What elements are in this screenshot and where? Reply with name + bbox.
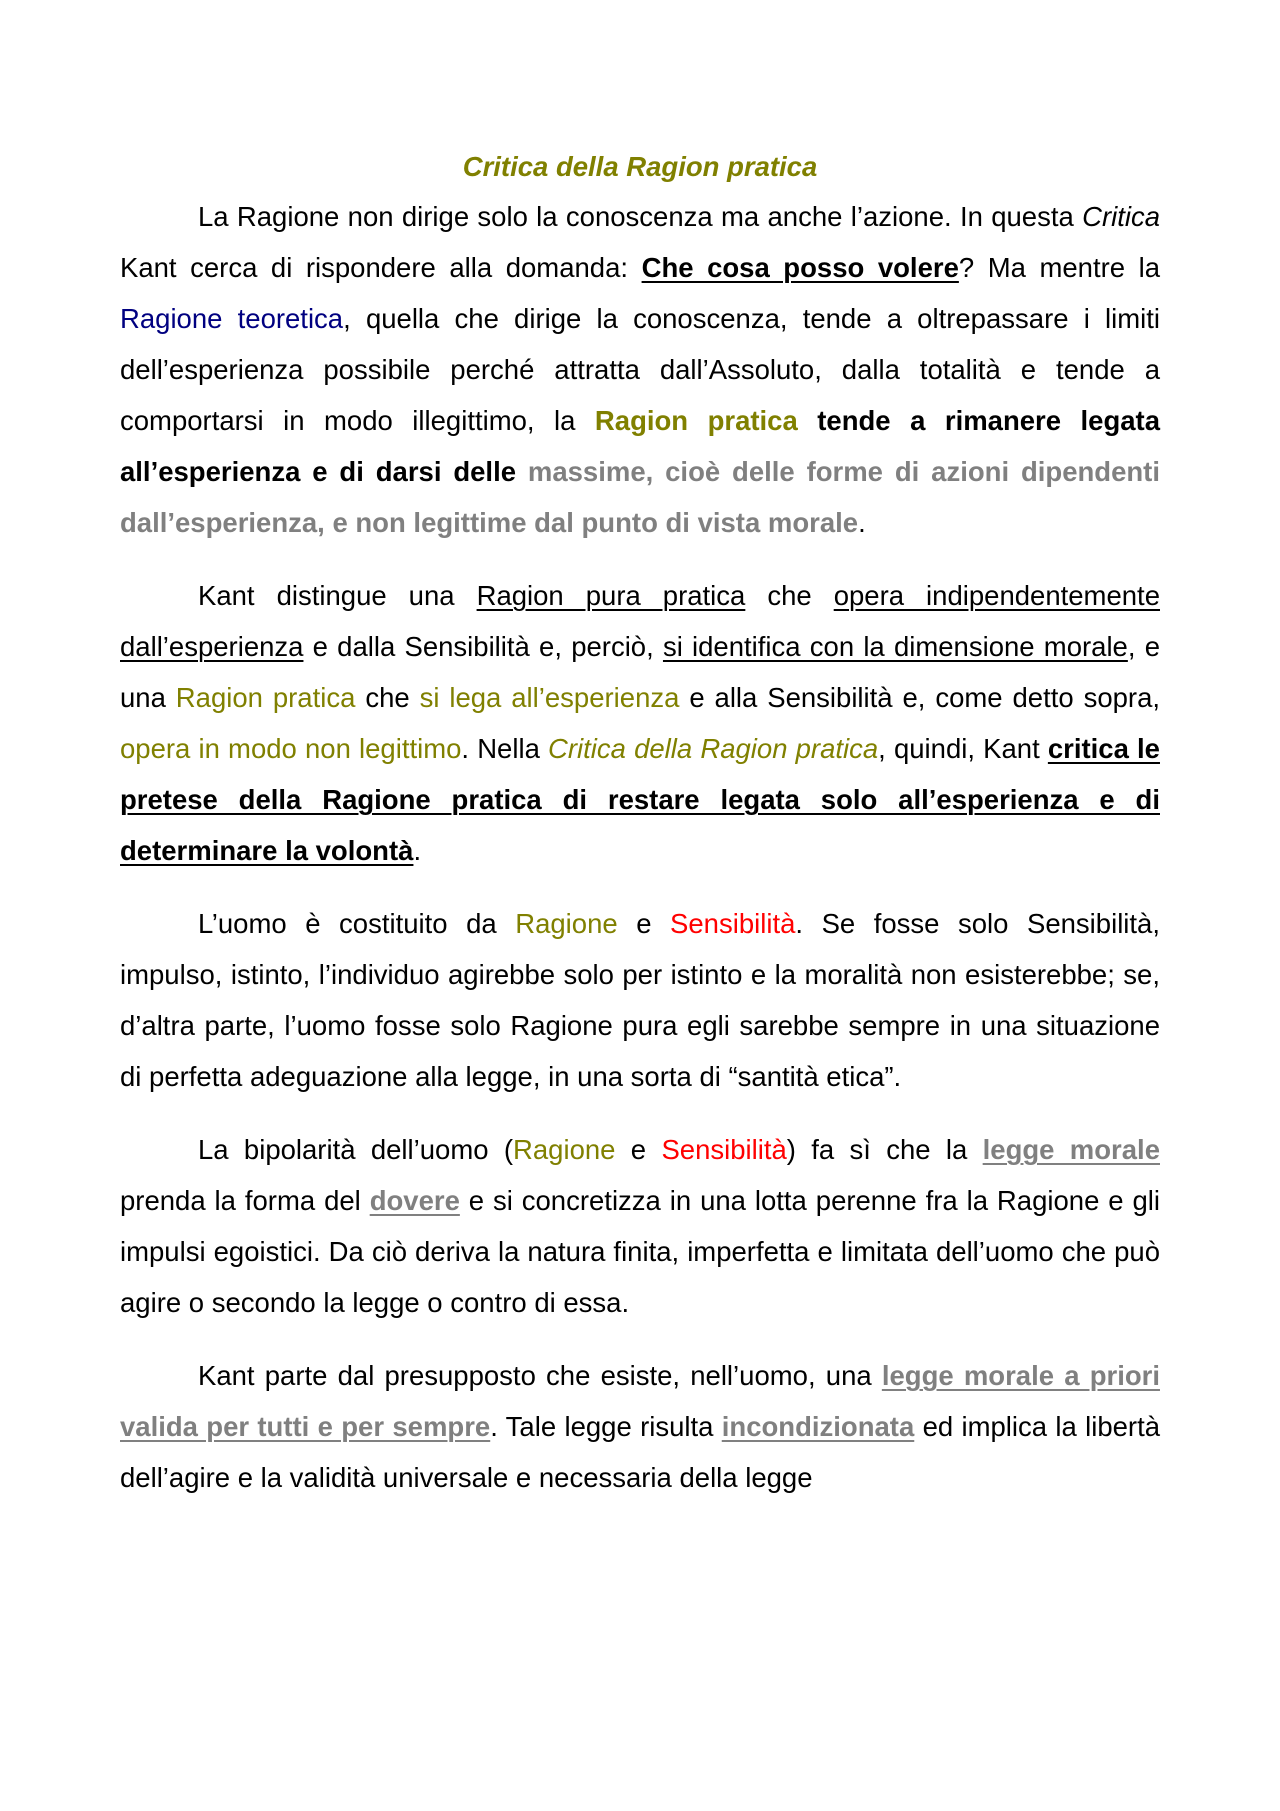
p4-ragione: Ragione xyxy=(513,1134,616,1165)
p2-critica-title-italic: Critica della Ragion pratica xyxy=(548,733,879,764)
p1-text: Kant cerca di rispondere alla domanda: xyxy=(120,252,642,283)
p2-text: , e una xyxy=(120,631,1161,713)
p3-text: e xyxy=(617,908,671,939)
p1-ragion-pratica: Ragion pratica xyxy=(594,405,798,436)
p5-incondizionata: incondizionata xyxy=(721,1411,915,1442)
p4-text: ) fa sì che la xyxy=(786,1134,983,1165)
p1-critica-italic: Critica xyxy=(1082,201,1160,232)
p3-sensibilita: Sensibilità xyxy=(670,908,796,939)
p1-text: . xyxy=(858,507,866,538)
p4-text: e xyxy=(615,1134,662,1165)
p2-olive-phrase: si lega all’esperienza xyxy=(419,682,680,713)
p2-underlined-phrase: opera indipendentemente dall’esperienza xyxy=(120,580,1160,662)
p2-text: che xyxy=(355,682,420,713)
p5-text: Kant parte dal presupposto che esiste, nell’uomo, una xyxy=(198,1360,882,1391)
p3-text: . Se fosse solo Sensibilità, impulso, istinto, l’individuo agirebbe solo per istinto e la moralità non esisterebbe; se, d’altra parte, l’uomo fosse solo Ragione pura egli sarebbe sempre in una situazione di perfetta adeguazione alla legge, in una sorta di “santità etica”. xyxy=(120,908,1160,1092)
p1-question-highlight: Che cosa posso volere xyxy=(641,252,959,283)
p1-massime-gray: massime, cioè delle forme di azioni dipendenti dall’esperienza, e non legittime dal punto di vista morale xyxy=(120,456,1160,538)
p2-text: . Nella xyxy=(461,733,549,764)
p4-text: La bipolarità dell’uomo ( xyxy=(198,1134,514,1165)
p2-text: Kant distingue una xyxy=(198,580,477,611)
document-title: Critica della Ragion pratica xyxy=(462,151,818,182)
p3-text: L’uomo è costituito da xyxy=(198,908,516,939)
p3-ragione: Ragione xyxy=(515,908,618,939)
p1-bold-text: tende a rimanere legata all’esperienza e di darsi delle xyxy=(120,405,1160,487)
p1-ragione-teoretica: Ragione teoretica xyxy=(120,303,344,334)
p2-ragion-pratica: Ragion pratica xyxy=(175,682,356,713)
p1-text: , quella che dirige la conoscenza, tende a oltrepassare i limiti dell’esperienza possibile perché attratta dall’Assoluto, dalla totalità e tende a comportarsi in modo illegittimo, la xyxy=(120,303,1160,436)
p5-legge-morale-a-priori: legge morale a priori valida per tutti e per sempre xyxy=(120,1360,1160,1442)
p5-text: ed implica la libertà dell’agire e la validità universale e necessaria della legge xyxy=(120,1411,1161,1493)
p2-olive-phrase: opera in modo non legittimo xyxy=(120,733,462,764)
p4-dovere: dovere xyxy=(369,1185,460,1216)
p4-text: prenda la forma del xyxy=(120,1185,370,1216)
p2-text: e alla Sensibilità e, come detto sopra, xyxy=(679,682,1160,713)
p2-text: , quindi, Kant xyxy=(878,733,1048,764)
p4-legge-morale: legge morale xyxy=(982,1134,1160,1165)
paragraph-2 xyxy=(120,570,1160,876)
p2-ragion-pura-pratica: Ragion pura pratica xyxy=(476,580,746,611)
p4-text: e si concretizza in una lotta perenne fra la Ragione e gli impulsi egoistici. Da ciò deriva la natura finita, imperfetta e limitata dell’uomo che può agire o secondo la legge o contro di essa. xyxy=(120,1185,1160,1318)
p2-text: . xyxy=(413,835,422,866)
p2-bold-underlined-phrase: critica le pretese della Ragione pratica di restare legata solo all’esperienza e di determinare la volontà xyxy=(120,733,1160,866)
p5-text: . Tale legge risulta xyxy=(490,1411,722,1442)
p4-sensibilita: Sensibilità xyxy=(661,1134,787,1165)
p2-text: e dalla Sensibilità e, perciò, xyxy=(303,631,663,662)
document-page xyxy=(120,145,1160,1525)
paragraph-4 xyxy=(120,1124,1160,1328)
p1-text: La Ragione non dirige solo la conoscenza ma anche l’azione. In questa xyxy=(198,201,1083,232)
paragraph-5 xyxy=(120,1350,1160,1503)
paragraph-3 xyxy=(120,898,1160,1102)
paragraph-1 xyxy=(120,191,1160,548)
p2-text: che xyxy=(745,580,834,611)
p1-text: ? Ma mentre la xyxy=(958,252,1161,283)
p2-underlined-phrase: si identifica con la dimensione morale xyxy=(662,631,1128,662)
